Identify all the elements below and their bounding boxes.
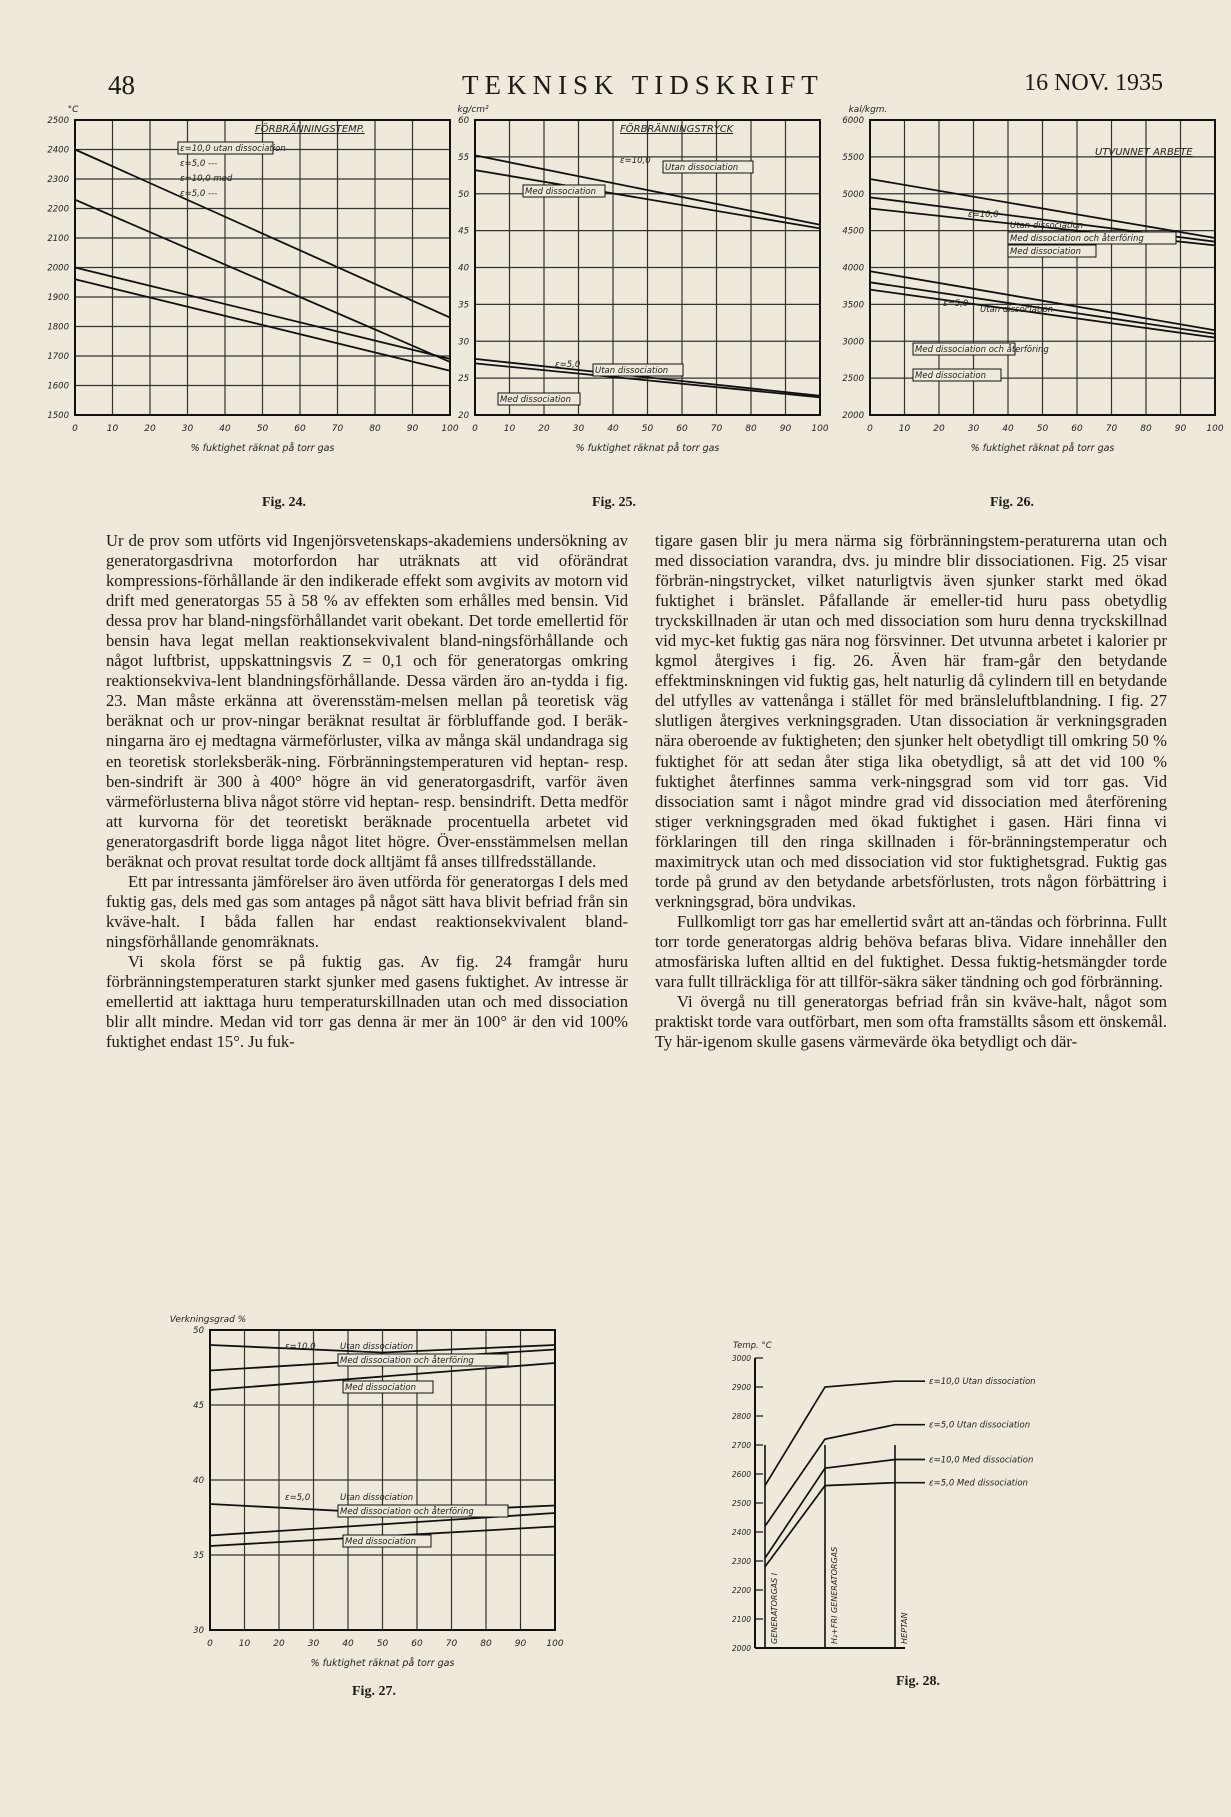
y-tick-label: 2100 — [731, 1615, 751, 1624]
y-tick-label: 2200 — [47, 204, 69, 215]
x-tick-label: 0 — [472, 424, 478, 434]
curve-label: ε=5,0 — [285, 1493, 311, 1503]
fig-26-caption: Fig. 26. — [990, 495, 1034, 510]
left-text-column — [106, 531, 628, 1052]
y-tick-label: 3000 — [842, 337, 864, 348]
x-tick-label: 40 — [607, 424, 619, 434]
x-tick-label: 80 — [369, 424, 381, 434]
y-tick-label: 3500 — [842, 300, 864, 311]
y-tick-label: 40 — [193, 1476, 204, 1486]
fig-24-chart — [47, 100, 480, 485]
fig-28-caption: Fig. 28. — [896, 1674, 940, 1689]
y-tick-label: 2700 — [731, 1441, 751, 1450]
y-unit-label: °C — [67, 105, 79, 115]
x-tick-label: 100 — [546, 1639, 564, 1649]
y-tick-label: 2600 — [731, 1470, 751, 1479]
y-tick-label: 2000 — [731, 1644, 751, 1653]
x-tick-label: 0 — [207, 1639, 213, 1649]
fig-27-chart — [170, 1300, 570, 1680]
series-label: ε=10,0 Med dissociation — [929, 1455, 1034, 1466]
curve-label: Med dissociation och återföring — [340, 1507, 474, 1517]
curve-label: Med dissociation — [345, 1383, 417, 1393]
y-tick-label: 45 — [193, 1401, 204, 1411]
chart-title: FÖRBRÄNNINGSTRYCK — [620, 124, 734, 135]
paragraph: tigare gasen blir ju mera närma sig förbränningstem-peraturerna utan och med dissociation varandra, dvs. ju mindre blir dissociationen. Fig. 25 visar förbrän-ningstrycket, vilket naturligtvis även sjunker starkt med ökad fuktighet i bränslet. Påfallande är emeller-tid huru pass obetydlig tryckskillnaden är utan och med dissociation som huru denna tryckskillnad vid myc-ket fuktig gas nära nog försvinner. Det utvunna arbetet i kalorier pr kgmol återgives i fig. 26. Även här fram-går den betydande effektminskningen vid fuktig gas, helt naturlig då cylindern till en betydande del utfylles av vattenånga i stället för med bränsleluftblandning. I fig. 27 slutligen återgives verkningsgraden. Utan dissociation är verkningsgraden nära oberoende av fuktigheten; den sjunker helt obetydligt till omkring 50 % fuktighet för att sedan åter stiga lika obetydligt, så att det vid 100 % fuktighet återfinnes samma verk-ningsgrad som vid torr gas. Vid dissociation samt i något mindre grad vid dissociation med återförening stiger verkningsgraden med ökad fuktighet i gasen. Häri finna vi förklaringen till den ringa skillnaden i för-bränningstemperatur och maximitryck utan och med dissociation vid stor fuktighetsgrad. Fuktig gas torde på grund av den betydande arbetsförlusten, trots någon förbättring i verkningsgrad, böra undvikas. — [655, 531, 1167, 911]
x-axis-label: % fuktighet räknat på torr gas — [190, 443, 335, 454]
curve-label: ε=5,0 --- — [180, 189, 218, 199]
x-tick-label: 20 — [273, 1639, 285, 1649]
curve-label: Med dissociation — [500, 395, 572, 405]
y-tick-label: 6000 — [842, 116, 864, 126]
series-label: ε=10,0 Utan dissociation — [929, 1377, 1036, 1388]
fig-25-caption: Fig. 25. — [592, 495, 636, 510]
y-unit-label: kg/cm² — [457, 105, 489, 115]
y-tick-label: 1900 — [47, 293, 69, 303]
y-tick-label: 2500 — [47, 116, 69, 126]
series-line — [765, 1460, 925, 1559]
series-line — [765, 1483, 925, 1567]
series-line — [765, 1381, 925, 1485]
x-tick-label: 70 — [710, 424, 723, 434]
y-tick-label: 2500 — [842, 374, 864, 385]
x-tick-label: 40 — [219, 424, 231, 434]
x-tick-label: 10 — [503, 424, 516, 434]
x-tick-label: 10 — [898, 424, 911, 434]
curve-label: Med dissociation och återföring — [915, 345, 1049, 355]
curve-label: Utan dissociation — [340, 1493, 414, 1503]
curve-label: Utan dissociation — [665, 163, 739, 173]
curve-label: Med dissociation — [345, 1537, 417, 1547]
x-tick-label: 60 — [676, 424, 688, 434]
paragraph: Ett par intressanta jämförelser äro även utförda för generatorgas I dels med fuktig gas, dels med gas som antages på något sätt hava blivit befriad från sin kväve-halt. I båda fallen har endast reaktionsekvivalent bland-ningsförhållande genomräknats. — [106, 871, 628, 951]
x-tick-label: 40 — [342, 1639, 354, 1649]
y-tick-label: 2000 — [842, 411, 864, 421]
fig-27-caption: Fig. 27. — [352, 1684, 396, 1699]
curve-label: ε=10,0 med --- — [180, 174, 245, 184]
paragraph: Ur de prov som utförts vid Ingenjörsvetenskaps-akademiens undersökning av generatorgasdrivna motorfordon har uträknats att vid oförändrat kompressions-förhållande är den indikerade effekt som avgivits av motorn vid drift med generatorgas 55 à 58 % av effekten som erhålles med bensin. Vid dessa prov har bland-ningsförhållandet varit obekant. Det torde emellertid för bensin hava legat mellan reaktionsekvivalent bland-ningsförhållande och något luftbrist, uppskattningsvis Z = 0,1 och för generatorgas omkring reaktionsekviva-lent blandningsförhållande. Dessa värden äro an-tydda i fig. 23. Man måste erkänna att överensstäm-melsen mellan på teoretisk väg beräknat och ur prov-ningar beräknat resultat är förbluffande god. I beräk-ningarna äro ej medtagna värmeförluster, vilka av många skäl undandraga sig en teoretisk storleksberäk-ning. Förbränningstemperaturen vid heptan- resp. ben-sindrift är 300 à 400° högre än vid generatorgasdrift, varför även värmeförlusterna bliva något större vid heptan- resp. bensindrift. Detta medför att kurvorna för det teoretiskt beräknade procentuella arbetet vid generatorgasdrift borde ligga något litet högre. Över-ensstämmelsen mellan beräknat och provat resultat torde dock alltjämt få anses tillfredsställande. — [106, 531, 628, 871]
y-tick-label: 4500 — [842, 226, 864, 237]
x-tick-label: 50 — [376, 1639, 389, 1649]
y-tick-label: 1500 — [47, 411, 69, 421]
chart-title: FÖRBRÄNNINGSTEMP. — [255, 124, 365, 135]
y-tick-label: 50 — [193, 1326, 204, 1336]
x-tick-label: 60 — [411, 1639, 423, 1649]
y-unit-label: Temp. °C — [733, 1341, 772, 1351]
y-tick-label: 2000 — [47, 263, 69, 274]
y-tick-label: 20 — [458, 411, 469, 421]
y-tick-label: 35 — [193, 1551, 204, 1561]
y-unit-label: Verkningsgrad % — [169, 1315, 247, 1325]
y-tick-label: 35 — [458, 300, 469, 311]
y-tick-label: 55 — [458, 152, 469, 163]
paragraph: Vi skola först se på fuktig gas. Av fig. 24 framgår huru förbränningstemperaturen starkt sjunker med gasens fuktighet. Av intresse är emellertid att iakttaga huru temperaturskillnaden utan och med dissociation blir allt mindre. Medan vid torr gas denna är mer än 100° är den vid 100% fuktighet endast 15°. Ju fuk- — [106, 951, 628, 1052]
x-tick-label: 90 — [779, 424, 792, 434]
curve-label: ε=10,0 — [968, 210, 999, 220]
x-tick-label: 60 — [294, 424, 306, 434]
curve-label: Med dissociation och återföring — [340, 1356, 474, 1366]
y-tick-label: 1700 — [47, 352, 69, 362]
y-tick-label: 2900 — [731, 1383, 751, 1392]
x-axis-label: % fuktighet räknat på torr gas — [310, 1658, 455, 1669]
x-tick-label: 20 — [933, 424, 945, 434]
x-tick-label: 100 — [811, 424, 829, 434]
y-tick-label: 50 — [458, 189, 469, 200]
issue-date: 16 NOV. 1935 — [1024, 70, 1163, 96]
curve-label: Med dissociation — [1010, 247, 1082, 257]
x-tick-label: 70 — [445, 1639, 458, 1649]
fig-26-chart — [825, 100, 1225, 485]
chart-title: UTVUNNET ARBETE — [1095, 147, 1193, 158]
curve-label: ε=5,0 — [943, 299, 969, 309]
x-tick-label: 90 — [514, 1639, 527, 1649]
y-unit-label: kal/kgm. — [848, 105, 888, 115]
x-tick-label: 60 — [1071, 424, 1083, 434]
x-axis-label: % fuktighet räknat på torr gas — [575, 443, 720, 454]
x-tick-label: 70 — [331, 424, 344, 434]
curve-label: ε=5,0 --- — [180, 159, 218, 169]
fig-24-caption: Fig. 24. — [262, 495, 306, 510]
y-tick-label: 30 — [193, 1626, 204, 1636]
y-tick-label: 60 — [458, 116, 469, 126]
x-tick-label: 40 — [1002, 424, 1014, 434]
paragraph: Vi övergå nu till generatorgas befriad från sin kväve-halt, något som praktiskt torde vara outförbart, men som ofta framställts såsom ett önskemål. Ty här-igenom skulle gasens värmevärde öka betydligt och där- — [655, 992, 1167, 1052]
series-label: ε=5,0 Utan dissociation — [929, 1420, 1031, 1431]
x-tick-label: 50 — [641, 424, 654, 434]
x-tick-label: 20 — [538, 424, 550, 434]
curve-label: ε=10,0 utan dissociation — [180, 144, 286, 154]
category-label: H₂+FRI GENERATORGAS — [830, 1546, 839, 1644]
x-tick-label: 80 — [1140, 424, 1152, 434]
y-tick-label: 45 — [458, 226, 469, 237]
y-tick-label: 2200 — [731, 1586, 751, 1595]
x-tick-label: 30 — [572, 424, 585, 434]
y-tick-label: 2400 — [731, 1528, 751, 1537]
series-label: ε=5,0 Med dissociation — [929, 1478, 1028, 1489]
x-tick-label: 90 — [406, 424, 419, 434]
curve-label: Utan dissociation — [595, 366, 669, 376]
curve-label: Med dissociation — [915, 371, 987, 381]
x-tick-label: 30 — [967, 424, 980, 434]
x-tick-label: 50 — [256, 424, 269, 434]
y-tick-label: 25 — [458, 374, 469, 385]
y-tick-label: 1800 — [47, 322, 69, 333]
x-tick-label: 100 — [441, 424, 459, 434]
x-tick-label: 0 — [867, 424, 873, 434]
y-tick-label: 3000 — [731, 1354, 751, 1363]
fig-25-chart — [430, 100, 830, 485]
y-tick-label: 30 — [458, 337, 469, 348]
series-line — [765, 1425, 925, 1527]
x-tick-label: 30 — [307, 1639, 320, 1649]
x-tick-label: 90 — [1174, 424, 1187, 434]
category-label: HEPTAN — [900, 1612, 909, 1644]
x-tick-label: 80 — [480, 1639, 492, 1649]
y-tick-label: 2100 — [47, 234, 69, 244]
right-text-column — [655, 531, 1167, 1052]
curve-label: ε=5,0 — [555, 360, 581, 370]
curve-label: Med dissociation — [525, 187, 597, 197]
x-tick-label: 0 — [72, 424, 78, 434]
y-tick-label: 5000 — [842, 189, 864, 200]
y-tick-label: 1600 — [47, 381, 69, 392]
page-number: 48 — [108, 70, 135, 100]
curve-label: Utan dissociation — [340, 1342, 414, 1352]
x-tick-label: 20 — [144, 424, 156, 434]
paragraph: Fullkomligt torr gas har emellertid svårt att an-tändas och förbrinna. Fullt torr torde generatorgas aldrig behöva befaras bliva. Vidare innehåller den atmosfäriska luften alltid en del fuktighet. Dessa fuktig-hetsmängder torde vara fullt tillräckliga för att tillför-säkra säker tändning och god förbränning. — [655, 911, 1167, 992]
curve-label: ε=10,0 — [285, 1342, 316, 1352]
y-tick-label: 2500 — [731, 1499, 751, 1508]
x-tick-label: 10 — [106, 424, 119, 434]
y-tick-label: 2400 — [47, 145, 69, 156]
fig-28-chart — [715, 1330, 1155, 1690]
x-tick-label: 10 — [238, 1639, 251, 1649]
x-tick-label: 80 — [745, 424, 757, 434]
y-tick-label: 2300 — [47, 175, 69, 185]
x-tick-label: 100 — [1206, 424, 1224, 434]
x-tick-label: 70 — [1105, 424, 1118, 434]
y-tick-label: 2300 — [731, 1557, 751, 1566]
curve-label: ε=10,0 — [620, 156, 651, 166]
curve-label: Utan dissociation — [980, 305, 1054, 315]
y-tick-label: 5500 — [842, 152, 864, 163]
y-tick-label: 2800 — [731, 1412, 751, 1421]
x-tick-label: 50 — [1036, 424, 1049, 434]
x-tick-label: 30 — [181, 424, 194, 434]
y-tick-label: 4000 — [842, 263, 864, 274]
curve-label: Utan dissociation — [1010, 221, 1084, 231]
x-axis-label: % fuktighet räknat på torr gas — [970, 443, 1115, 454]
category-label: GENERATORGAS I — [770, 1572, 779, 1644]
curve-label: Med dissociation och återföring — [1010, 234, 1144, 244]
y-tick-label: 40 — [458, 263, 469, 274]
journal-title: TEKNISK TIDSKRIFT — [462, 70, 824, 100]
